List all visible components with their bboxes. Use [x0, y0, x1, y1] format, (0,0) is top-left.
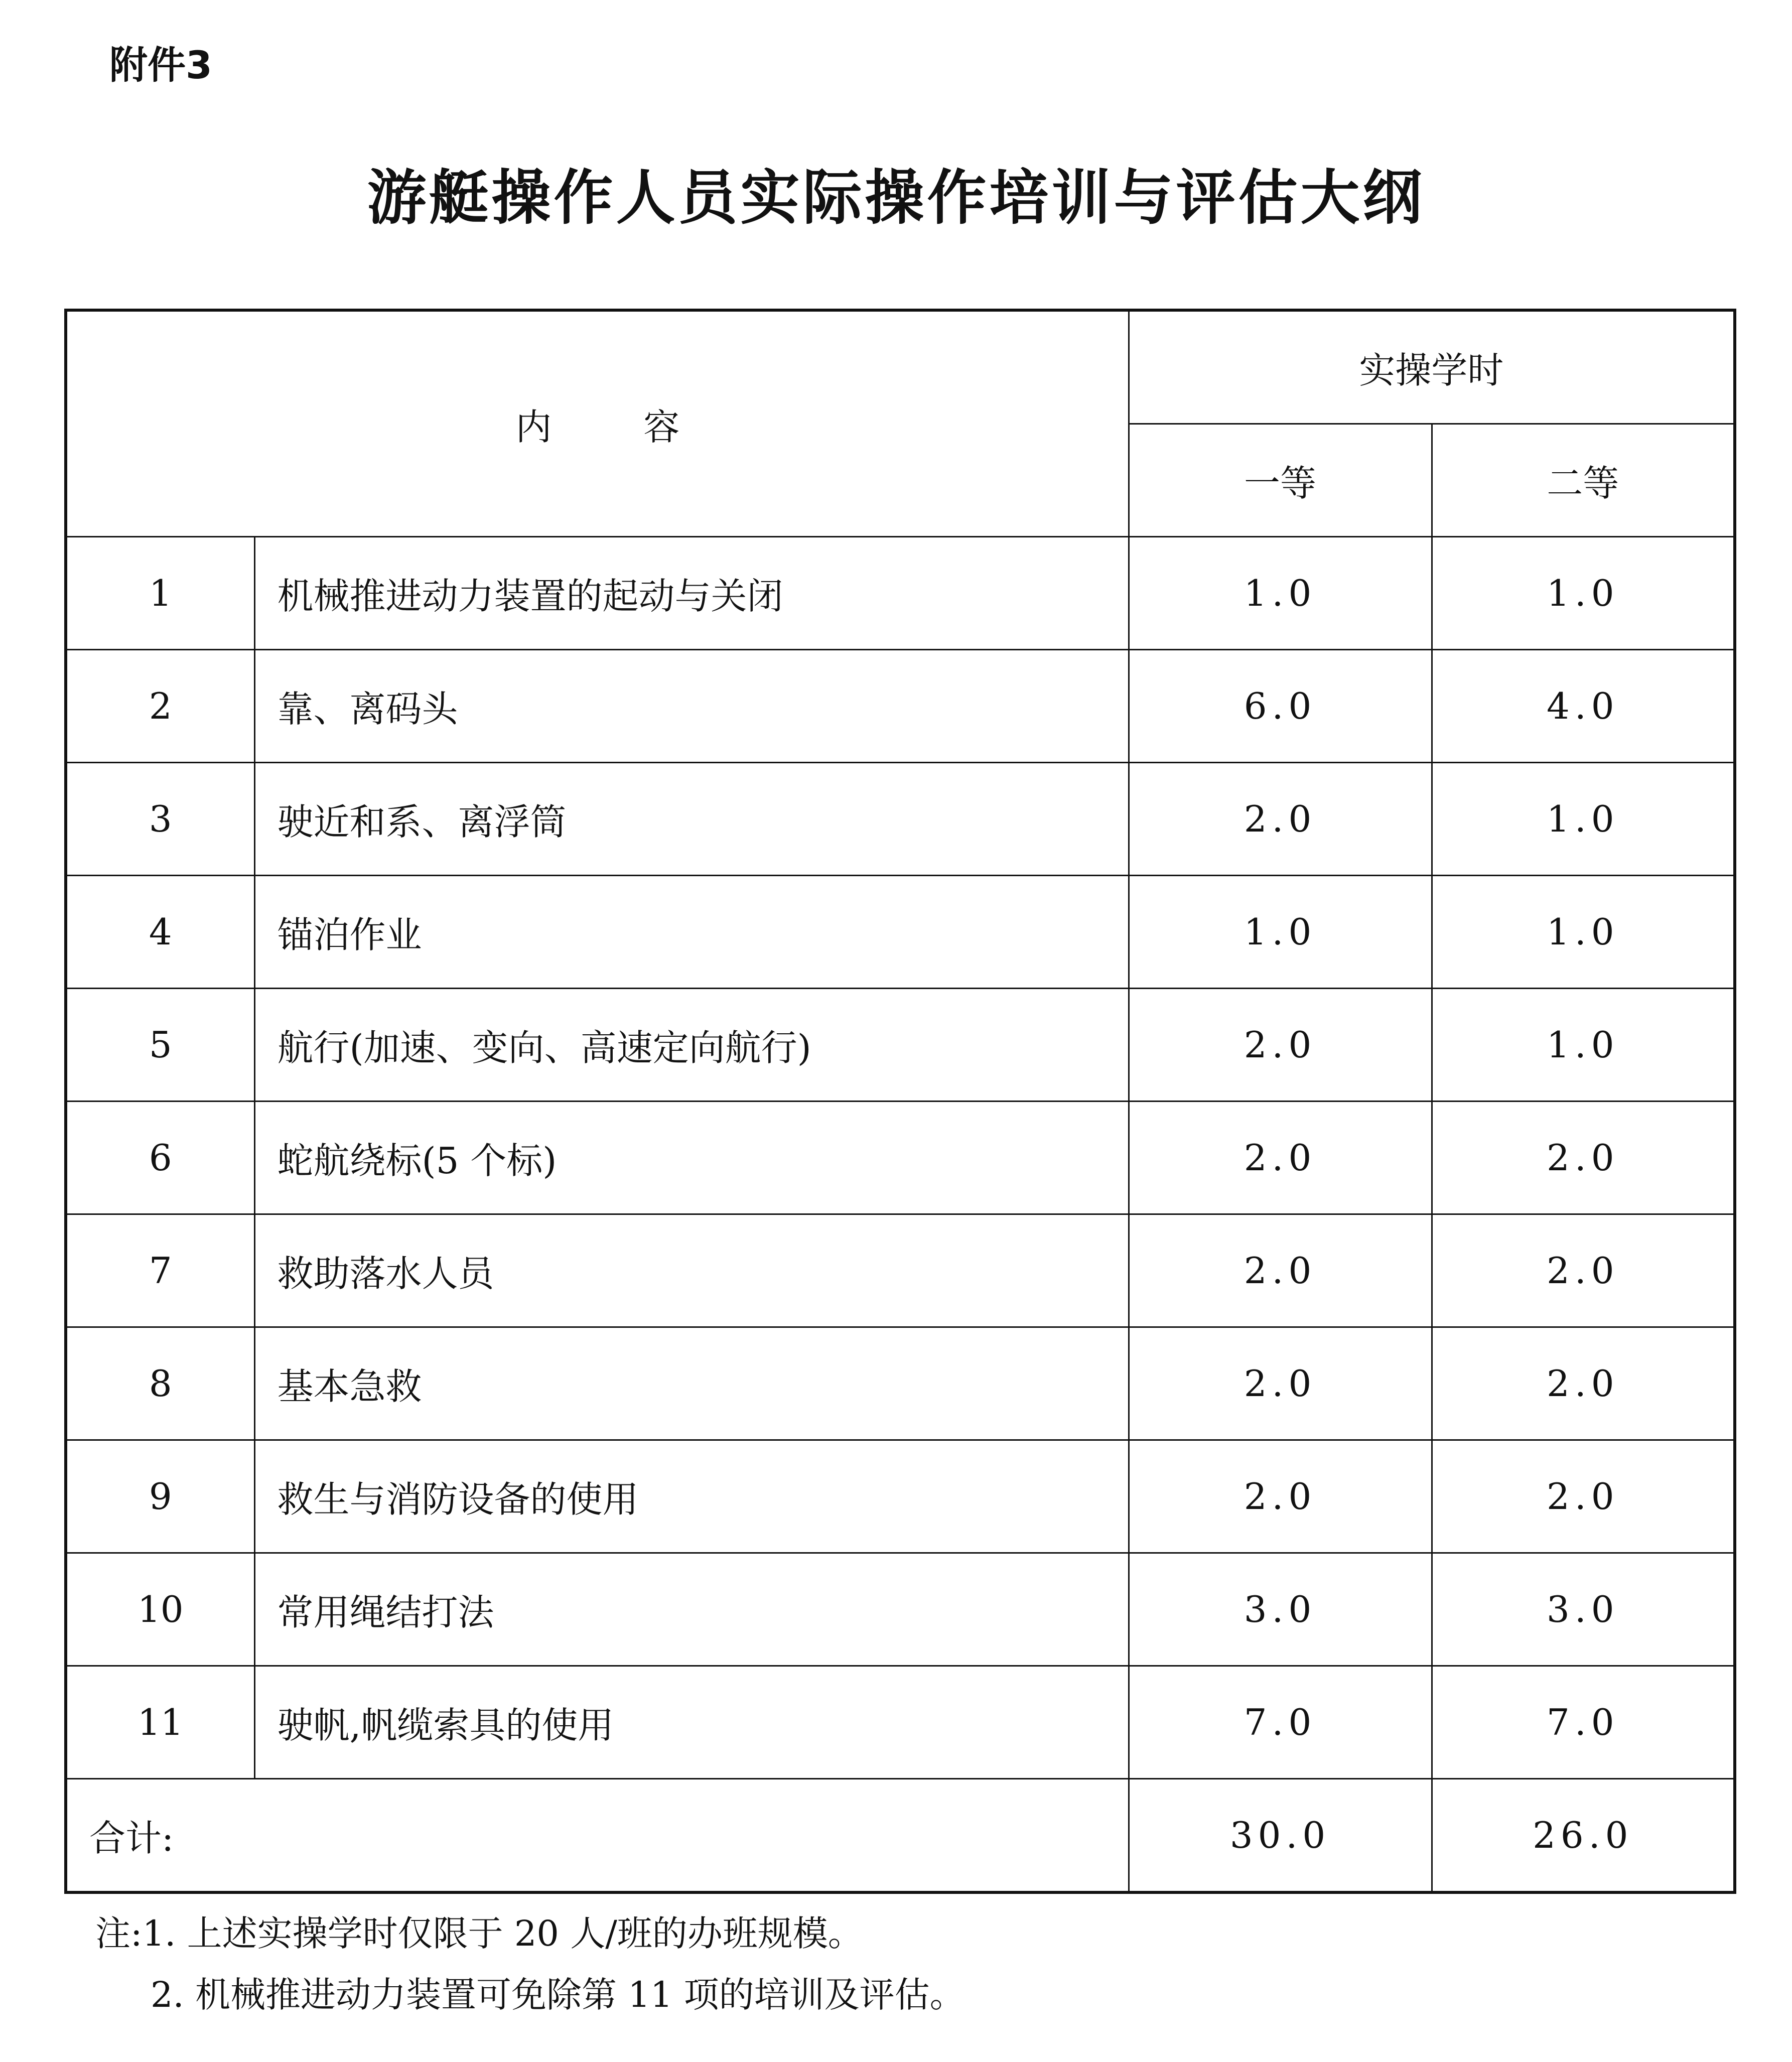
- total-label: 合计:: [66, 1779, 1129, 1893]
- row-grade-1-hours: 2.0: [1129, 1214, 1432, 1327]
- row-number: 8: [66, 1327, 254, 1440]
- total-grade-1-hours: 30.0: [1129, 1779, 1432, 1893]
- row-item: 救生与消防设备的使用: [254, 1440, 1129, 1553]
- row-grade-1-hours: 3.0: [1129, 1553, 1432, 1666]
- row-grade-2-hours: 2.0: [1432, 1327, 1735, 1440]
- hours-group-header: 实操学时: [1129, 310, 1735, 424]
- row-grade-1-hours: 2.0: [1129, 1327, 1432, 1440]
- row-grade-2-hours: 1.0: [1432, 537, 1735, 650]
- table-row: [66, 537, 1735, 650]
- row-number: 7: [66, 1214, 254, 1327]
- table-row: [66, 650, 1735, 763]
- row-number: 4: [66, 876, 254, 989]
- training-outline-table: [64, 309, 1736, 1894]
- row-grade-1-hours: 1.0: [1129, 537, 1432, 650]
- note-1-text: 1. 上述实操学时仅限于 20 人/班的办班规模。: [142, 1913, 863, 1954]
- row-item: 航行(加速、变向、高速定向航行): [254, 989, 1129, 1102]
- table-row: [66, 1102, 1735, 1214]
- table-row: [66, 989, 1735, 1102]
- row-grade-2-hours: 2.0: [1432, 1440, 1735, 1553]
- row-number: 3: [66, 763, 254, 876]
- total-row: [66, 1779, 1735, 1893]
- row-number: 2: [66, 650, 254, 763]
- row-grade-2-hours: 7.0: [1432, 1666, 1735, 1779]
- table-row: [66, 1666, 1735, 1779]
- table-row: [66, 1214, 1735, 1327]
- row-grade-1-hours: 1.0: [1129, 876, 1432, 989]
- row-number: 9: [66, 1440, 254, 1553]
- row-grade-2-hours: 2.0: [1432, 1102, 1735, 1214]
- row-number: 5: [66, 989, 254, 1102]
- row-item: 救助落水人员: [254, 1214, 1129, 1327]
- table-row: [66, 1327, 1735, 1440]
- row-grade-2-hours: 4.0: [1432, 650, 1735, 763]
- note-prefix: 注:: [95, 1913, 143, 1954]
- row-grade-1-hours: 7.0: [1129, 1666, 1432, 1779]
- grade-1-header: 一等: [1129, 424, 1432, 537]
- notes: [95, 1913, 965, 2015]
- row-grade-1-hours: 6.0: [1129, 650, 1432, 763]
- row-item: 驶帆,帆缆索具的使用: [254, 1666, 1129, 1779]
- row-item: 基本急救: [254, 1327, 1129, 1440]
- row-grade-1-hours: 2.0: [1129, 763, 1432, 876]
- row-item: 蛇航绕标(5 个标): [254, 1102, 1129, 1214]
- row-grade-2-hours: 1.0: [1432, 876, 1735, 989]
- table-row: [66, 1440, 1735, 1553]
- row-grade-1-hours: 2.0: [1129, 1440, 1432, 1553]
- row-item: 驶近和系、离浮筒: [254, 763, 1129, 876]
- document-title: 游艇操作人员实际操作培训与评估大纲: [367, 163, 1425, 232]
- note-1: [95, 1913, 965, 1954]
- content-header: 内 容: [66, 310, 1129, 537]
- grade-2-header: 二等: [1432, 424, 1735, 537]
- row-number: 1: [66, 537, 254, 650]
- row-item: 靠、离码头: [254, 650, 1129, 763]
- note-2: 2. 机械推进动力装置可免除第 11 项的培训及评估。: [151, 1974, 965, 2015]
- row-number: 10: [66, 1553, 254, 1666]
- attachment-label: 附件3: [109, 43, 212, 87]
- row-number: 6: [66, 1102, 254, 1214]
- row-grade-2-hours: 1.0: [1432, 989, 1735, 1102]
- row-grade-1-hours: 2.0: [1129, 989, 1432, 1102]
- row-grade-2-hours: 1.0: [1432, 763, 1735, 876]
- row-item: 常用绳结打法: [254, 1553, 1129, 1666]
- total-grade-2-hours: 26.0: [1432, 1779, 1735, 1893]
- table-row: [66, 1553, 1735, 1666]
- table-row: [66, 763, 1735, 876]
- row-item: 锚泊作业: [254, 876, 1129, 989]
- row-item: 机械推进动力装置的起动与关闭: [254, 537, 1129, 650]
- row-grade-2-hours: 3.0: [1432, 1553, 1735, 1666]
- row-grade-1-hours: 2.0: [1129, 1102, 1432, 1214]
- table-row: [66, 876, 1735, 989]
- row-number: 11: [66, 1666, 254, 1779]
- header-row-1: [66, 310, 1735, 424]
- row-grade-2-hours: 2.0: [1432, 1214, 1735, 1327]
